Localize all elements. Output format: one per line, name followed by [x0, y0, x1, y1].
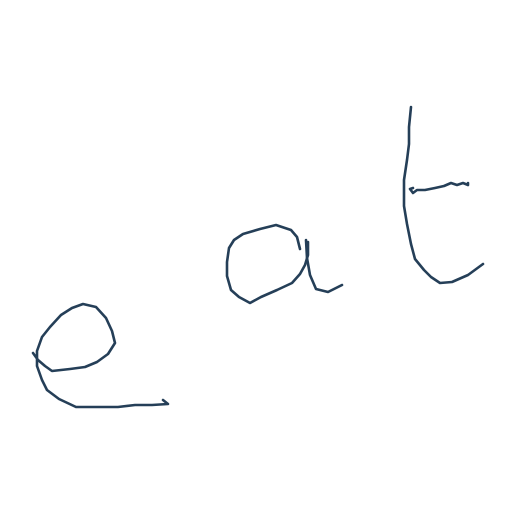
letter-e-stroke — [33, 304, 168, 407]
letter-a-stem-stroke — [306, 240, 342, 292]
handwritten-word-eat — [33, 107, 483, 407]
letter-t-vertical-stroke — [404, 107, 483, 283]
letter-t-crossbar-stroke — [410, 183, 468, 193]
letter-a-bowl-stroke — [227, 225, 308, 303]
